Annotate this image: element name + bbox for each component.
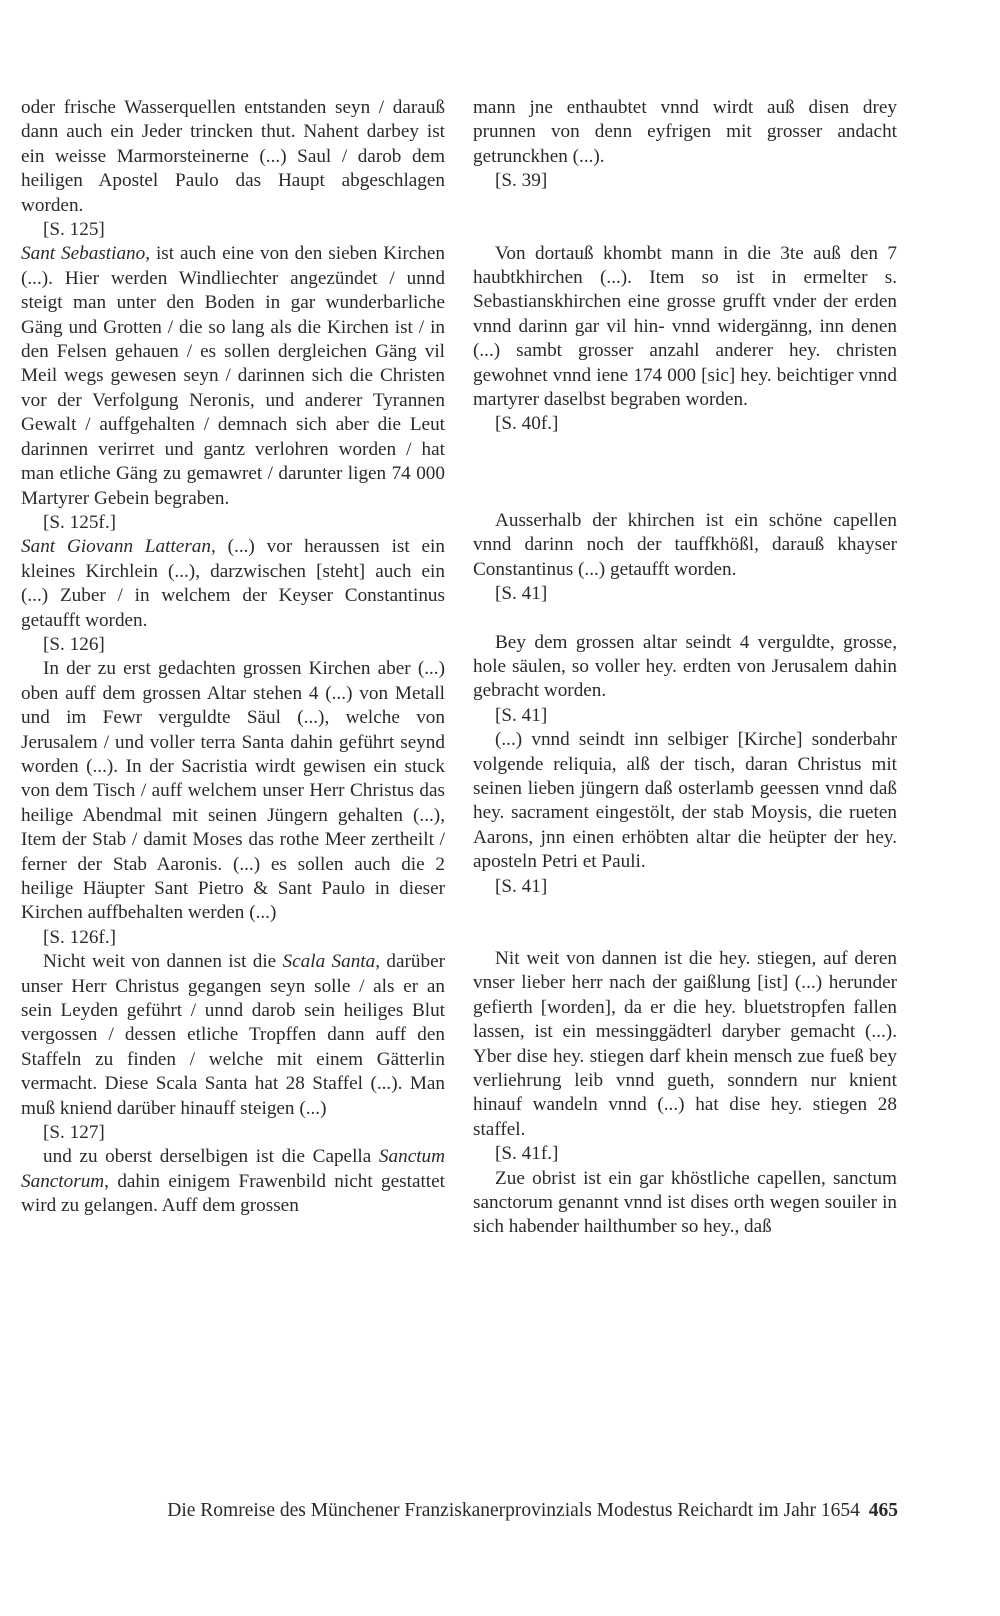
text-run: (...) vnnd seindt inn selbiger [Kirche] sonderbahr volgende reliquia, alß der tisch, daran Christus mit seinen lieben jüngern daß osterlamb geessen vnnd daß hey. sacrament eingestölt, der stab Moysis, die rueten Aarons, jnn einen erhöbten altar die heüpter der hey. aposteln Petri et Pauli. [473,729,897,873]
source-reference [473,704,897,728]
text-run: Von dortauß khombt mann in die 3te auß den 7 haubtkhirchen (...). Item so ist in ermelter s. Sebastianskhirchen eine grosse grufft vnder der erden vnnd darinn gar vil hin- vnnd widergänng, inn denen (...) sambt grosser anzahl anderer hey. christen gewohnet vnnd iene 174 000 [sic] hey. beichtiger vnnd martyrer daselbst begraben worden. [473,242,897,411]
italic-name: Sant Sebastiano [21,243,146,265]
source-reference [21,218,445,242]
text-run: mann jne enthaubtet vnnd wirdt auß disen drey prunnen von denn eyfrigen mit grosser andacht getrunckhen (...). [473,97,897,167]
source-reference [21,633,445,657]
text-paragraph [473,728,897,874]
running-title: Die Romreise des Münchener Franziskanerprovinzials Modestus Reichardt im Jahr 1654 [167,1500,860,1521]
text-run: oder frische Wasserquellen entstanden seyn / darauß dann auch ein Jeder trincken thut. Nahent darbey ist ein weisse Marmorsteinerne (...) Saul / darob dem heiligen Apostel Paulo das Haupt abgeschlagen worden. [21,97,445,216]
text-run: [S. 41] [495,583,548,605]
text-paragraph [21,535,445,633]
text-run: [S. 41] [495,875,548,897]
text-paragraph [473,1167,897,1240]
text-paragraph [473,631,897,704]
text-run: [S. 41f.] [495,1143,559,1165]
source-reference [473,412,897,436]
text-paragraph [21,242,445,510]
paragraph-gap [473,194,897,242]
source-reference [473,582,897,606]
italic-name: Sant Giovann Latteran [21,536,211,558]
text-run: [S. 127] [43,1122,105,1144]
text-run: In der zu erst gedachten grossen Kirchen aber (...) oben auff dem grossen Altar stehen 4 (...) von Metall und im Fewr verguldte Säul (...), welche von Jerusalem / und voller terra Santa dahin geführt seynd worden (...). In der Sacristia wirdt gewisen ein stuck von dem Tisch / auff welchem unser Herr Christus das heilige Abendmal mit seinen Jüngern gehalten (...), Item der Stab / damit Moses das rothe Meer zertheilt / ferner der Stab Aaronis. (...) es sollen auch die 2 heilige Häupter Sant Pietro & Sant Paulo in dieser Kirchen auffbehalten werden (...) [21,658,445,924]
right-column [473,96,897,1240]
text-paragraph [21,1145,445,1218]
text-run: [S. 126] [43,633,105,655]
source-reference [473,1142,897,1166]
text-run: Nicht weit von dannen ist die [43,951,283,973]
text-run: , dahin einigem Frawenbild nicht gestattet wird zu gelangen. Auff dem grossen [21,1170,445,1217]
text-run: [S. 40f.] [495,413,559,435]
text-run: , ist auch eine von den sieben Kirchen (...). Hier werden Windliechter angezündet / unnd steigt man unter den Boden in gar wunderbarliche Gäng und Grotten / die so lang als die Kirchen ist / in den Felsen gehauen / es sollen dergleichen Gäng vil Meil wegs gewesen seyn / darinnen sich die Christen vor der Verfolgung Neronis, und anderer Tyrannen Gewalt / auffgehalten / demnach sich aber die Leut darinnen verirret und gantz verlohren worden / hat man etliche Gäng zu gemawret / darunter ligen 74 000 Martyrer Gebein begraben. [21,243,445,509]
page-number: 465 [868,1500,898,1521]
italic-name: Sanctum Sanctorum [21,1146,445,1192]
text-run: [S. 41] [495,704,548,726]
text-run: , darüber unser Herr Christus gegangen seyn solle / als er an sein Leyden geführt / unnd darob sein heiliges Blut vergossen / dessen etliche Tropffen dann auff den Staffeln zu finden / welche mit einem Gätterlin vermacht. Diese Scala Santa hat 28 Staffel (...). Man muß kniend darüber hinauff steigen (...) [21,951,445,1119]
page-footer [0,1500,898,1522]
text-run: , (...) vor heraussen ist ein kleines Kirchlein (...), darzwischen [steht] auch ein (...) Zuber / in welchem der Keyser Constantinus getaufft worden. [21,536,445,631]
text-run: [S. 39] [495,170,548,192]
text-run: [S. 126f.] [43,926,117,948]
italic-name: Scala Santa [282,951,376,973]
text-run: [S. 125] [43,219,105,241]
text-paragraph [473,96,897,169]
source-reference [21,1121,445,1145]
paragraph-gap [473,607,897,631]
text-run: Ausserhalb der khirchen ist ein schöne capellen vnnd darinn noch der tauffkhößl, darauß khayser Constantinus (...) getaufft worden. [473,509,897,580]
paragraph-gap [473,899,897,947]
text-run: und zu oberst derselbigen ist die Capella [43,1146,379,1168]
text-run: [S. 125f.] [43,511,117,533]
source-reference [21,511,445,535]
text-run: Nit weit von dannen ist die hey. stiegen, auf deren vnser lieber herr nach der gaißlung [ist] (...) herunder gefierth [worden], da er die hey. bluetstropfen fallen lassen, ist ein messinggädterl daryber gemacht (...). Yber dise hey. stiegen darf khein mensch zue fueß bey verliehrung leib vnnd gueth, sonndern nur knient hinauf wandeln vnnd (...) hat dise hey. stiegen 28 staffel. [473,947,897,1140]
text-paragraph [21,96,445,218]
text-run: Bey dem grossen altar seindt 4 verguldte, grosse, hole säulen, so voller hey. erdten von Jerusalem dahin gebracht worden. [473,631,897,702]
source-reference [473,169,897,193]
source-reference [473,875,897,899]
text-paragraph [21,657,445,925]
source-reference [21,926,445,950]
text-paragraph [473,947,897,1142]
text-paragraph [473,242,897,413]
paragraph-gap [473,437,897,509]
left-column [21,96,445,1219]
text-run: Zue obrist ist ein gar khöstliche capellen, sanctum sanctorum genannt vnnd ist dises orth wegen souiler in sich habender hailthumber so hey., daß [473,1167,897,1238]
text-paragraph [21,950,445,1121]
text-paragraph [473,509,897,582]
